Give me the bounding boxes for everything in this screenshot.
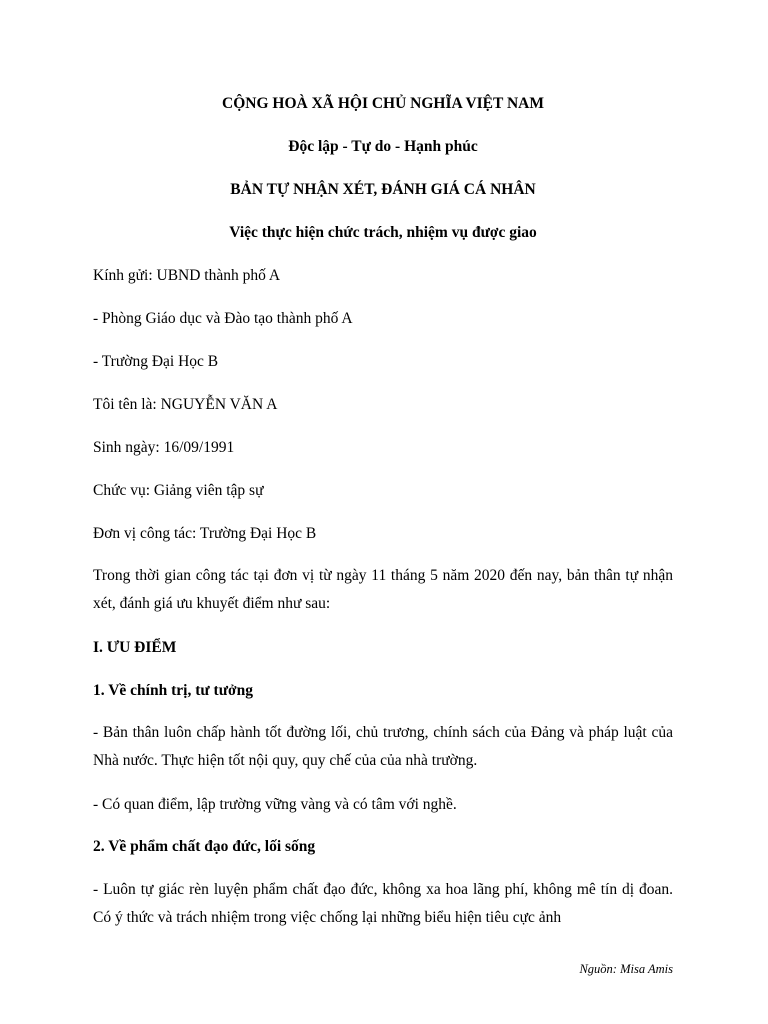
national-motto: Độc lập - Tự do - Hạnh phúc: [288, 138, 478, 155]
intro-paragraph: Trong thời gian công tác tại đơn vị từ ngày 11 tháng 5 năm 2020 đến nay, bản thân tự nhận xét, đánh giá ưu khuyết điểm như sau:: [93, 567, 673, 612]
document-title: BẢN TỰ NHẬN XÉT, ĐÁNH GIÁ CÁ NHÂN: [230, 181, 536, 198]
subheading-politics: 1. Về chính trị, tư tưởng: [93, 682, 253, 699]
person-position: Chức vụ: Giảng viên tập sự: [93, 482, 264, 499]
source-footer: Nguồn: Misa Amis: [579, 962, 673, 976]
paragraph-politics-2: - Có quan điểm, lập trường vững vàng và có tâm với nghề.: [93, 796, 457, 813]
national-title: CỘNG HOÀ XÃ HỘI CHỦ NGHĨA VIỆT NAM: [222, 95, 544, 112]
document-subtitle: Việc thực hiện chức trách, nhiệm vụ được giao: [229, 224, 537, 241]
person-unit: Đơn vị công tác: Trường Đại Học B: [93, 525, 317, 542]
person-name: Tôi tên là: NGUYỄN VĂN A: [93, 396, 278, 413]
recipient-line-2: - Phòng Giáo dục và Đào tạo thành phố A: [93, 310, 353, 327]
person-dob: Sinh ngày: 16/09/1991: [93, 439, 235, 456]
paragraph-ethics: - Luôn tự giác rèn luyện phẩm chất đạo đức, không xa hoa lãng phí, không mê tín dị đoan. Có ý thức và trách nhiệm trong việc chống lại những biểu hiện tiêu cực ảnh: [93, 881, 673, 926]
subheading-ethics: 2. Về phẩm chất đạo đức, lối sống: [93, 838, 316, 855]
paragraph-politics-1: - Bản thân luôn chấp hành tốt đường lối, chủ trương, chính sách của Đảng và pháp luật của Nhà nước. Thực hiện tốt nội quy, quy chế của của nhà trường.: [93, 724, 673, 769]
section-heading-advantages: I. ƯU ĐIỂM: [93, 639, 177, 656]
recipient-line-1: Kính gửi: UBND thành phố A: [93, 267, 281, 284]
recipient-line-3: - Trường Đại Học B: [93, 353, 219, 370]
